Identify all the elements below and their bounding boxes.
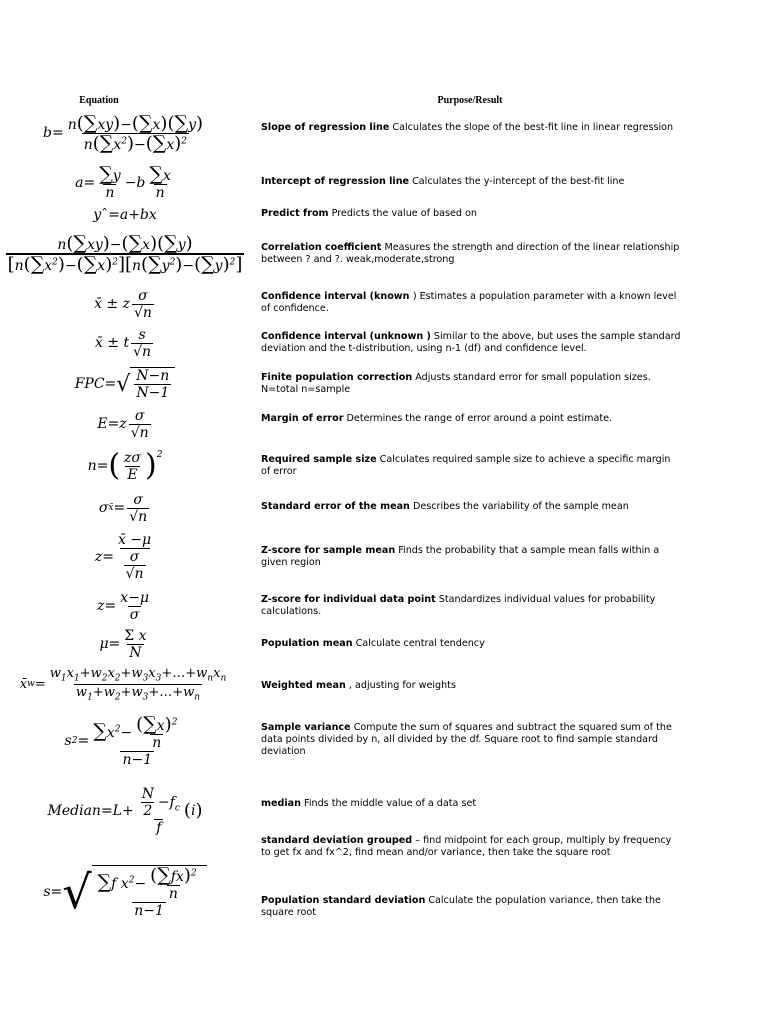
row-sample-size (261, 454, 681, 478)
row-title: Correlation coefficient (261, 242, 382, 253)
row-grouped-std-dev (261, 835, 681, 859)
row-text: Predicts the value of based on (328, 208, 477, 219)
row-standard-error (261, 501, 681, 513)
equation-weighted-mean: x̄ w = $\frac{w_1x_1+w_2x_2+w_3x_3+\dots+w_nx_n}{w_1+w_2+w_3+\dots+w_n}$ (19, 665, 227, 703)
row-title: Intercept of regression line (261, 176, 410, 187)
equation-ci-known: x̄ ± z $\frac{\sigma}{√n}$ (94, 287, 152, 321)
row-text: Adjusts standard error for small population sizes. N=total n=sample (261, 372, 651, 396)
equation-correlation: $\frac{n(\sum xy)-(\sum x)(\sum y)}{[n(\sum x^2)-(\sum x)^2][n(\sum y^2)-(\sum y)^2]}$ (7, 232, 243, 275)
purpose-column-header: Purpose/Result (437, 95, 503, 106)
equation-sample-size: n= ( $\frac{z\sigma}{E}$ ) $^2$ (87, 448, 163, 483)
row-title: standard deviation grouped (261, 835, 413, 846)
row-title: Confidence interval (unknown ) (261, 331, 431, 342)
row-correlation (261, 242, 681, 266)
row-title: median (261, 798, 301, 809)
row-title: Confidence interval (known (261, 291, 413, 302)
row-slope (261, 122, 681, 134)
row-text: – find midpoint for each group, multiply by frequency to get fx and fx^2, find mean and/or variance, then take the square root (261, 835, 672, 859)
row-title: Population standard deviation (261, 895, 426, 906)
row-text: Calculate the population variance, then take the square root (261, 895, 661, 919)
row-title: Slope of regression line (261, 122, 390, 133)
row-title: Required sample size (261, 454, 377, 465)
row-text: Compute the sum of squares and subtract the squared sum of the data points divided by n, all divided by the df. Square root to find sample standard deviation (261, 722, 672, 758)
row-z-data-point (261, 594, 681, 618)
row-title: Margin of error (261, 413, 344, 424)
row-text: , adjusting for weights (345, 680, 456, 691)
row-text: Calculates the y-intercept of the best-fit line (409, 176, 625, 187)
row-text: Determines the range of error around a point estimate. (343, 413, 613, 424)
equation-margin-of-error: E=z $\frac{\sigma}{√n}$ (97, 407, 149, 441)
row-title: Weighted mean (261, 680, 346, 691)
equation-intercept: a= $\frac{\sum y}{n}$ −b $\frac{\sum x}{n}$ (75, 163, 171, 201)
equation-standard-error: σ x̄ = $\frac{\sigma}{√n}$ (98, 491, 148, 525)
row-z-sample-mean (261, 545, 681, 569)
equation-predict: y ˆ =a+bx (93, 207, 157, 223)
row-text: ) Estimates a population parameter with a known level of confidence. (261, 291, 677, 315)
row-fpc (261, 372, 681, 396)
equation-ci-unknown: x̄ ± t $\frac{s}{√n}$ (94, 326, 152, 360)
row-population-mean (261, 638, 681, 650)
equation-slope: b= $\frac{n(\sum xy)-(\sum x)(\sum y)}{n(\sum x^2)-(\sum x)^2}$ (42, 111, 204, 154)
equation-sample-variance: s 2 = $\sum x^2-$ $\frac{(\sum x)^2}{n}$ n−1 (64, 712, 178, 768)
row-text: Finds the probability that a sample mean falls within a given region (261, 545, 660, 569)
row-ci-known (261, 291, 681, 315)
row-title: Z-score for sample mean (261, 545, 396, 556)
row-title: Predict from (261, 208, 329, 219)
row-text: Standardizes individual values for probability calculations. (261, 594, 656, 618)
equation-fpc: FPC= √ $\frac{N-n}{N-1}$ (0, 362, 250, 406)
row-text: Finds the middle value of a data set (300, 798, 477, 809)
row-text: Similar to the above, but uses the sample standard deviation and the t-distribution, using n-1 (df) and confidence level. (261, 331, 681, 355)
equation-column-header: Equation (79, 95, 119, 106)
equation-median: Median=L+ $\frac{N}{2}$ $-f_c$ f ( i ) (47, 786, 203, 836)
row-title: Z-score for individual data point (261, 594, 436, 605)
equation-population-std-dev: s= √ ∑f $x^2-$ $\frac{(\sum fx)^2}{n}$ n−1 (0, 852, 250, 932)
row-median (261, 798, 681, 810)
equation-population-mean: μ= $\frac{\text{Σ x}}{N}$ (99, 627, 147, 661)
row-text: Describes the variability of the sample mean (409, 501, 629, 512)
row-title: Finite population correction (261, 372, 413, 383)
row-text: Calculate central tendency (352, 638, 485, 649)
row-intercept (261, 176, 681, 188)
row-weighted-mean (261, 680, 681, 692)
row-population-std-dev (261, 895, 681, 919)
equation-z-data-point: z= $\frac{x-\mu}{\sigma}$ (97, 589, 149, 623)
row-title: Standard error of the mean (261, 501, 410, 512)
row-text: Calculates required sample size to achieve a specific margin of error (261, 454, 671, 478)
row-margin-of-error (261, 413, 681, 425)
row-title: Sample variance (261, 722, 351, 733)
row-text: Calculates the slope of the best-fit line in linear regression (389, 122, 674, 133)
row-ci-unknown (261, 331, 681, 355)
row-text: Measures the strength and direction of the linear relationship between ? and ?. weak,moderate,strong (261, 242, 680, 266)
row-sample-variance (261, 722, 681, 759)
equation-z-sample-mean: z= $\frac{x̄ -\mu}{\frac{\sigma}{√n}}$ (94, 532, 152, 582)
row-title: Population mean (261, 638, 353, 649)
row-predict (261, 208, 681, 220)
